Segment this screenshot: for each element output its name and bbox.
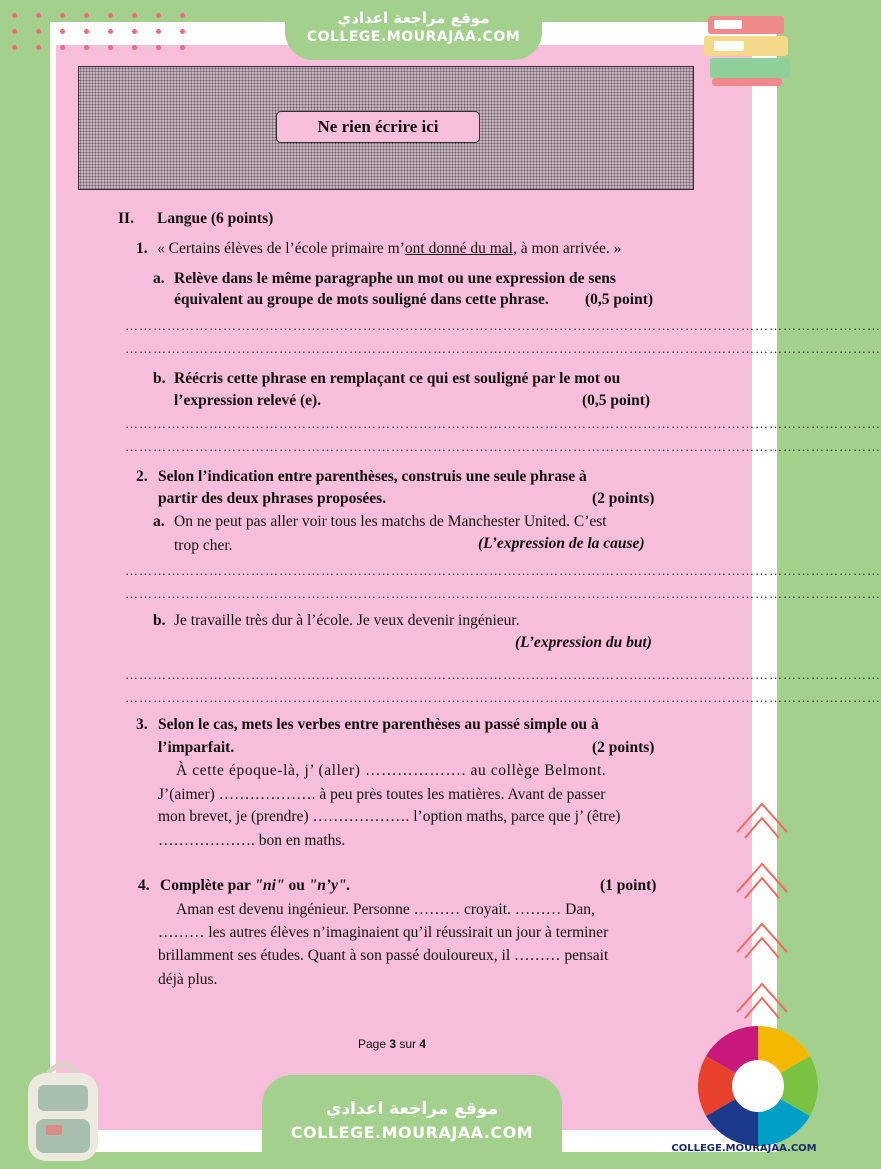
q1-quote-before: « Certains élèves de l’école primaire m’	[157, 240, 405, 257]
do-not-write-label: Ne rien écrire ici	[276, 111, 480, 143]
site-arabic-name: موقع مراجعة اعدادي	[325, 1099, 499, 1119]
q2b-hint: (L’expression du but)	[515, 634, 652, 651]
answer-line[interactable]: ………………………………………………………………………………………………………………………………………………	[125, 690, 881, 705]
q1a-line2: équivalent au groupe de mots souligné dans cette phrase.	[174, 291, 549, 308]
q2a-line1: On ne peut pas aller voir tous les matchs de Manchester United. C’est	[174, 513, 607, 530]
q4-text-line: Aman est devenu ingénieur. Personne ……… croyait. ……… Dan,	[176, 901, 595, 918]
q2a-hint: (L’expression de la cause)	[478, 535, 645, 552]
answer-line[interactable]: ………………………………………………………………………………………………………………………………………………	[125, 667, 881, 682]
q4-text-line: brillamment ses études. Quant à son passé douloureux, il ……… pensait	[158, 947, 609, 964]
q1-number: 1.	[136, 240, 148, 257]
q3-text-line: mon brevet, je (prendre) ………………. l’option maths, parce que j’ (être)	[158, 808, 621, 825]
q4-number: 4.	[138, 877, 150, 894]
books-icon	[700, 12, 800, 92]
site-banner-bottom[interactable]	[262, 1075, 562, 1169]
page-total: 4	[419, 1037, 427, 1051]
q1a-line1: Relève dans le même paragraphe un mot ou une expression de sens	[174, 270, 616, 287]
chevron-up-icon	[733, 972, 791, 1030]
answer-line[interactable]: ………………………………………………………………………………………………………………………………………………	[125, 341, 881, 356]
q4-title	[160, 877, 350, 895]
q2-line2: partir des deux phrases proposées.	[158, 490, 387, 507]
answer-line[interactable]: ………………………………………………………………………………………………………………………………………………	[125, 586, 881, 601]
q1b-label: b.	[153, 370, 166, 387]
q3-line1: Selon le cas, mets les verbes entre parenthèses au passé simple ou à	[158, 716, 599, 733]
q1-quote-after: , à mon arrivée. »	[512, 240, 622, 257]
q2b-line1: Je travaille très dur à l’école. Je veux devenir ingénieur.	[174, 612, 520, 629]
q4-title-prefix: Complète par	[160, 877, 255, 894]
chevron-up-icon	[733, 792, 791, 850]
q3-text-line: J’(aimer) ………………. à peu près toutes les matières. Avant de passer	[158, 786, 606, 803]
q4-option-ny: "n’y".	[308, 877, 351, 894]
q3-points: (2 points)	[592, 739, 655, 756]
q4-title-or: ou	[284, 877, 309, 894]
q2b-label: b.	[153, 612, 166, 629]
q2-points: (2 points)	[592, 490, 655, 507]
site-domain[interactable]: COLLEGE.MOURAJAA.COM	[306, 29, 521, 45]
page-current: 3	[389, 1037, 397, 1051]
section-title: Langue (6 points)	[157, 210, 274, 227]
q4-text-line: déjà plus.	[158, 971, 218, 988]
q4-points: (1 point)	[600, 877, 657, 894]
subjects-wheel-logo	[696, 1024, 820, 1148]
site-domain[interactable]: COLLEGE.MOURAJAA.COM	[290, 1123, 534, 1142]
answer-line[interactable]: ………………………………………………………………………………………………………………………………………………	[125, 439, 881, 454]
q2-line1: Selon l’indication entre parenthèses, construis une seule phrase à	[158, 468, 587, 485]
q3-line2: l’imparfait.	[158, 739, 235, 756]
page-middle: sur	[396, 1037, 420, 1051]
chevron-up-icon	[733, 852, 791, 910]
page-number	[358, 1037, 426, 1051]
answer-line[interactable]: ………………………………………………………………………………………………………………………………………………	[125, 318, 881, 333]
chevron-up-icon	[733, 912, 791, 970]
q1b-points: (0,5 point)	[582, 392, 651, 409]
q1-quote-underlined: ont donné du mal	[404, 240, 513, 257]
wheel-site-label: COLLEGE.MOURAJAA.COM	[671, 1143, 817, 1154]
q1b-line2: l’expression relevé (e).	[174, 392, 322, 409]
q1b-line1: Réécris cette phrase en remplaçant ce qui est souligné par le mot ou	[174, 370, 621, 387]
q3-number: 3.	[136, 716, 148, 733]
q4-option-ni: "ni"	[254, 877, 285, 894]
decorative-dots	[0, 0, 210, 60]
site-arabic-name: موقع مراجعة اعدادي	[337, 9, 490, 27]
q2a-label: a.	[153, 513, 165, 530]
q1-quote	[157, 240, 621, 258]
page-prefix: Page	[358, 1037, 390, 1051]
q2-number: 2.	[136, 468, 148, 485]
site-banner-top[interactable]	[285, 0, 542, 60]
q1a-label: a.	[153, 270, 165, 287]
answer-line[interactable]: ………………………………………………………………………………………………………………………………………………	[125, 563, 881, 578]
q4-text-line: ……… les autres élèves n’imaginaient qu’il réussirait un jour à terminer	[158, 924, 609, 941]
do-not-write-box	[78, 66, 694, 190]
q3-text-line: À cette époque-là, j’ (aller) ………………. au collège Belmont.	[176, 762, 607, 779]
backpack-icon	[18, 1055, 108, 1165]
answer-line[interactable]: ………………………………………………………………………………………………………………………………………………	[125, 416, 881, 431]
q2a-line2: trop cher.	[174, 537, 233, 554]
q1a-points: (0,5 point)	[585, 291, 654, 308]
section-number: II.	[118, 210, 134, 227]
q3-text-line: ………………. bon en maths.	[158, 832, 346, 849]
